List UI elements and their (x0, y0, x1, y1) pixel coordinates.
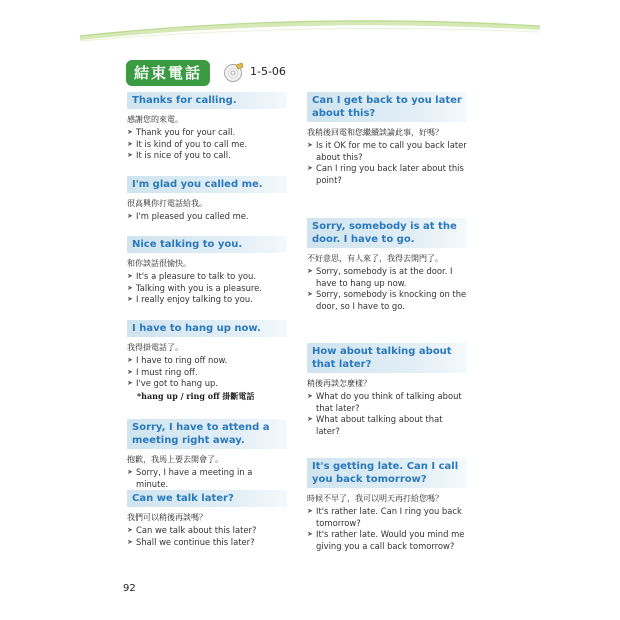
phrase-card (307, 343, 467, 437)
phrase-heading: How about talking about that later? (307, 343, 467, 373)
alternatives-list (307, 506, 467, 552)
alternatives-list (127, 525, 287, 548)
alternative-phrase: ➤ Sorry, I have a meeting in a minute. (127, 467, 287, 490)
phrase-heading: Can I get back to you later about this? (307, 92, 467, 122)
alternatives-list (127, 127, 287, 162)
alternative-phrase: ➤ I have to ring off now. (127, 355, 287, 367)
chinese-translation: 我們可以稍後再談嗎？ (127, 513, 207, 522)
alternative-phrase: ➤ It is nice of you to call. (127, 150, 287, 162)
alternatives-list (127, 467, 287, 490)
alternative-phrase: ➤ It's rather late. Would you mind me giving you a call back tomorrow? (307, 529, 467, 552)
alternative-phrase: ➤ Sorry, somebody is knocking on the door, so I have to go. (307, 289, 467, 312)
alternatives-list (127, 211, 287, 223)
top-decoration (0, 0, 620, 50)
chinese-translation: 和你談話很愉快。 (127, 259, 191, 268)
alternative-phrase: ➤ Can we talk about this later? (127, 525, 287, 537)
phrase-heading: I have to hang up now. (127, 320, 287, 337)
phrase-heading: Sorry, somebody is at the door. I have to go. (307, 218, 467, 248)
chinese-translation: 稍後再談怎麼樣？ (307, 379, 371, 388)
phrase-card (307, 92, 467, 186)
alternative-phrase: ➤ I've got to hang up. (127, 378, 287, 390)
phrase-heading: I'm glad you called me. (127, 176, 287, 193)
page-number: 92 (123, 583, 136, 594)
alternatives-list (307, 391, 467, 437)
track-code: 1-5-06 (250, 65, 286, 78)
chinese-translation: 很高興你打電話給我。 (127, 199, 207, 208)
phrase-card (127, 236, 287, 306)
phrase-card (127, 490, 287, 548)
alternative-phrase: ➤ I really enjoy talking to you. (127, 294, 287, 306)
phrase-card (307, 458, 467, 552)
chinese-translation: 感謝您的來電。 (127, 115, 183, 124)
alternatives-list (127, 355, 287, 390)
alternative-phrase: ➤ Can I ring you back later about this point? (307, 163, 467, 186)
alternative-phrase: ➤ Shall we continue this later? (127, 537, 287, 549)
phrase-heading: Can we talk later? (127, 490, 287, 507)
alternatives-list (127, 271, 287, 306)
phrase-card (127, 176, 287, 223)
phrase-heading: Sorry, I have to attend a meeting right away. (127, 419, 287, 449)
phrase-card (307, 218, 467, 312)
phrase-card (127, 320, 287, 402)
alternative-phrase: ➤ It's rather late. Can I ring you back tomorrow? (307, 506, 467, 529)
chinese-translation: 我得掛電話了。 (127, 343, 183, 352)
alternative-phrase: ➤ I must ring off. (127, 367, 287, 379)
chinese-translation: 我稍後回電和您繼續談論此事，好嗎？ (307, 128, 443, 137)
chinese-translation: 不好意思，有人來了，我得去開門了。 (307, 254, 443, 263)
chinese-translation: 抱歉，我馬上要去開會了。 (127, 455, 223, 464)
phrase-card (127, 419, 287, 490)
phrase-heading: Thanks for calling. (127, 92, 287, 109)
alternative-phrase: ➤ What about talking about that later? (307, 414, 467, 437)
phrase-heading: It's getting late. Can I call you back tomorrow? (307, 458, 467, 488)
alternative-phrase: ➤ Thank you for your call. (127, 127, 287, 139)
phrase-card (127, 92, 287, 162)
alternative-phrase: ➤ It's a pleasure to talk to you. (127, 271, 287, 283)
alternative-phrase: ➤ Is it OK for me to call you back later about this? (307, 140, 467, 163)
alternative-phrase: ➤ Sorry, somebody is at the door. I have to hang up now. (307, 266, 467, 289)
alternatives-list (307, 266, 467, 312)
cd-audio-icon (222, 62, 244, 84)
vocabulary-note: *hang up / ring off 掛斷電話 (137, 390, 255, 401)
alternative-phrase: ➤ I'm pleased you called me. (127, 211, 287, 223)
alternative-phrase: ➤ Talking with you is a pleasure. (127, 283, 287, 295)
section-title: 結束電話 (126, 60, 210, 86)
chinese-translation: 時候不早了，我可以明天再打給您嗎？ (307, 494, 443, 503)
alternatives-list (307, 140, 467, 186)
alternative-phrase: ➤ It is kind of you to call me. (127, 139, 287, 151)
alternative-phrase: ➤ What do you think of talking about that later? (307, 391, 467, 414)
phrase-heading: Nice talking to you. (127, 236, 287, 253)
